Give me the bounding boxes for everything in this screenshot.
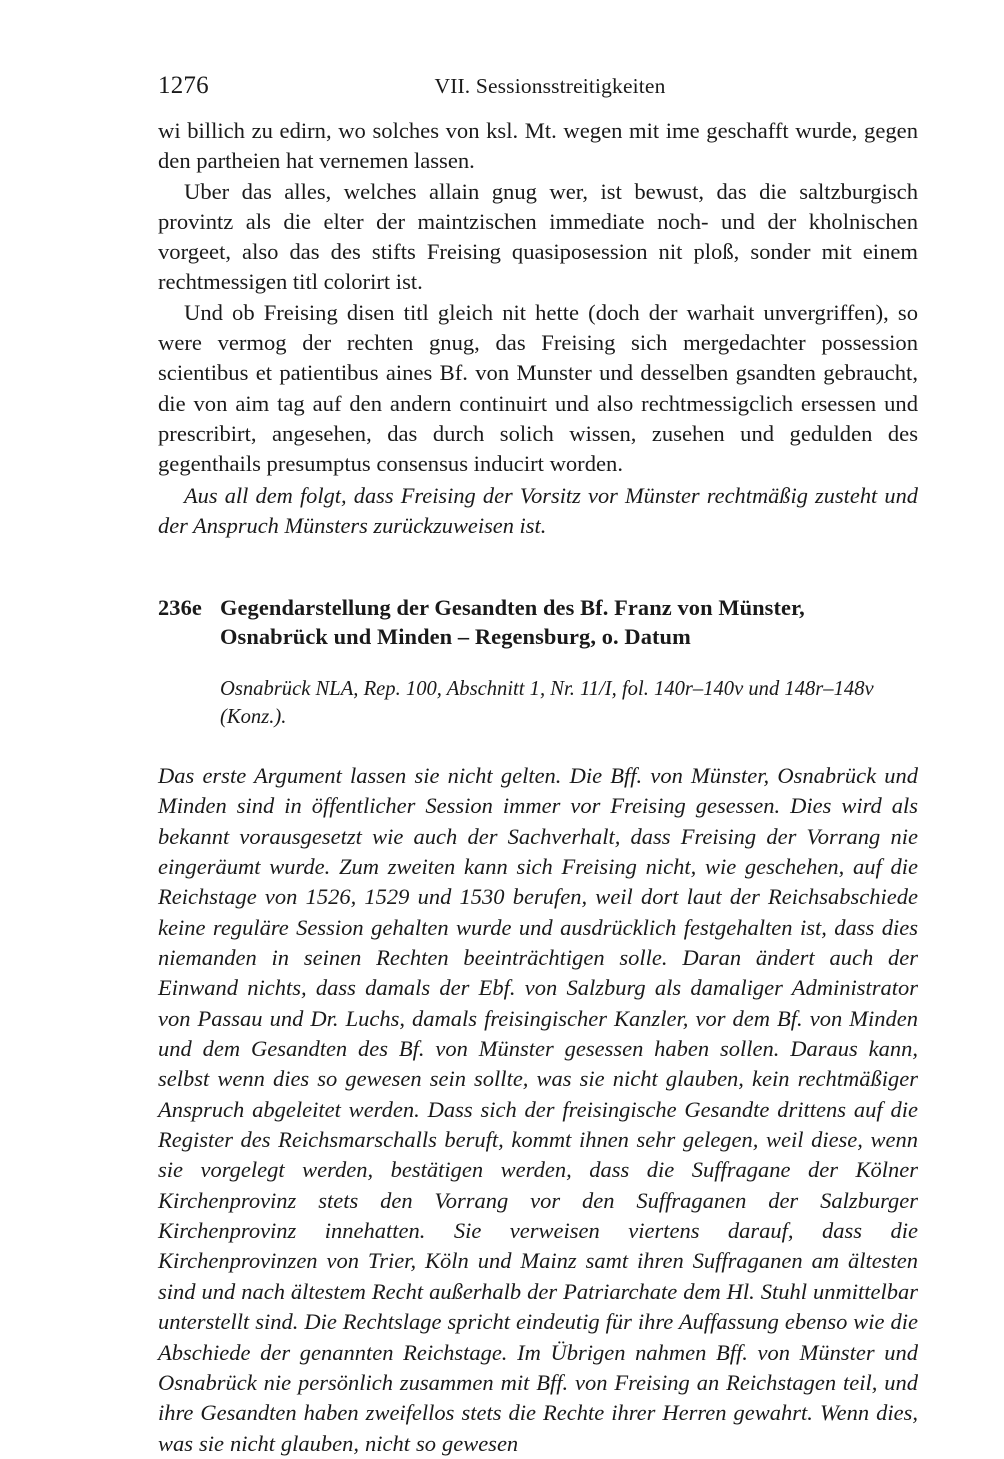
editorial-summary: Aus all dem folgt, dass Freising der Vorsitz vor Münster rechtmäßig zusteht und der Anspruch Münsters zurückzuweisen ist. <box>158 482 918 538</box>
page-content <box>158 72 918 1459</box>
body-paragraph-2: Uber das alles, welches allain gnug wer, ist bewust, das die saltzburgisch provintz als die elter der maintzischen immediate noch- und der kholnischen vorgeet, also das des stifts Freising quasiposession nit ploß, sonder mit einem rechtmessigen titl colorirt ist. <box>158 178 918 295</box>
body-paragraph-3: Und ob Freising disen titl gleich nit hette (doch der warhait unvergriffen), so were vermog der rechten gnug, das Freising sich mergedachter possession scientibus et patientibus aines Bf. von Munster und desselben gsandten gebraucht, die von aim tag auf den andern continuirt und also rechtmessigclich ersessen und prescribirt, angesehen, das durch solich wissen, zusehen und gedulden des gegenthails presumptus consensus inducirt worden. <box>158 299 918 477</box>
page-number: 1276 <box>158 72 209 99</box>
body-paragraph-1: wi billich zu edirn, wo solches von ksl. Mt. wegen mit ime geschafft wurde, gegen den partheien hat vernemen lassen. <box>158 118 918 174</box>
section-heading <box>158 593 918 652</box>
section-title: Gegendarstellung der Gesandten des Bf. Franz von Münster, Osnabrück und Minden – Regensburg, o. Datum <box>220 594 805 650</box>
section-number: 236e <box>158 594 202 620</box>
running-head <box>158 72 918 116</box>
archival-source-note: Osnabrück NLA, Rep. 100, Abschnitt 1, Nr. 11/I, fol. 140r–140v und 148r–148v (Konz.). <box>220 677 874 728</box>
running-head-title: VII. Sessionsstreitigkeiten <box>434 74 666 98</box>
section-main-text: Das erste Argument lassen sie nicht gelten. Die Bff. von Münster, Osnabrück und Minden sind in öffentlicher Session immer vor Freising gesessen. Dies wird als bekannt vorausgesetzt wie auch der Sachverhalt, dass Freising der Vorrang nie eingeräumt wurde. Zum zweiten kann sich Freising nicht, wie geschehen, auf die Reichstage von 1526, 1529 und 1530 berufen, weil dort laut der Reichsabschiede keine reguläre Session gehalten wurde und ausdrücklich festgehalten ist, dass dies niemanden in seinen Rechten beeinträchtigen solle. Daran ändert auch der Einwand nichts, dass damals der Ebf. von Salzburg als damaliger Administrator von Passau und Dr. Luchs, damals freisingischer Kanzler, vor dem Bf. von Minden und dem Gesandten des Bf. von Münster gesessen haben sollen. Daraus kann, selbst wenn dies so gewesen sein sollte, was sie nicht glauben, kein rechtmäßiger Anspruch abgeleitet werden. Dass sich der freisingische Gesandte drittens auf die Register des Reichsmarschalls beruft, kommt ihnen sehr gelegen, weil diese, wenn sie vorgelegt werden, bestätigen werden, dass die Suffragane der Kölner Kirchenprovinz stets den Vorrang vor den Suffraganen der Salzburger Kirchenprovinz innehatten. Sie verweisen viertens darauf, dass die Kirchenprovinzen von Trier, Köln und Mainz samt ihren Suffraganen am ältesten sind und nach ältestem Recht außerhalb der Patriarchate dem Hl. Stuhl unmittelbar unterstellt sind. Die Rechtslage spricht eindeutig für ihre Auffassung ebenso wie die Abschiede der genannten Reichstage. Im Übrigen nahmen Bff. von Münster und Osnabrück nie persönlich zusammen mit Bff. von Freising an Reichstagen teil, und ihre Gesandten haben zweifellos stets die Rechte ihrer Herren gewahrt. Wenn dies, was sie nicht glauben, nicht so gewesen <box>158 762 919 1456</box>
